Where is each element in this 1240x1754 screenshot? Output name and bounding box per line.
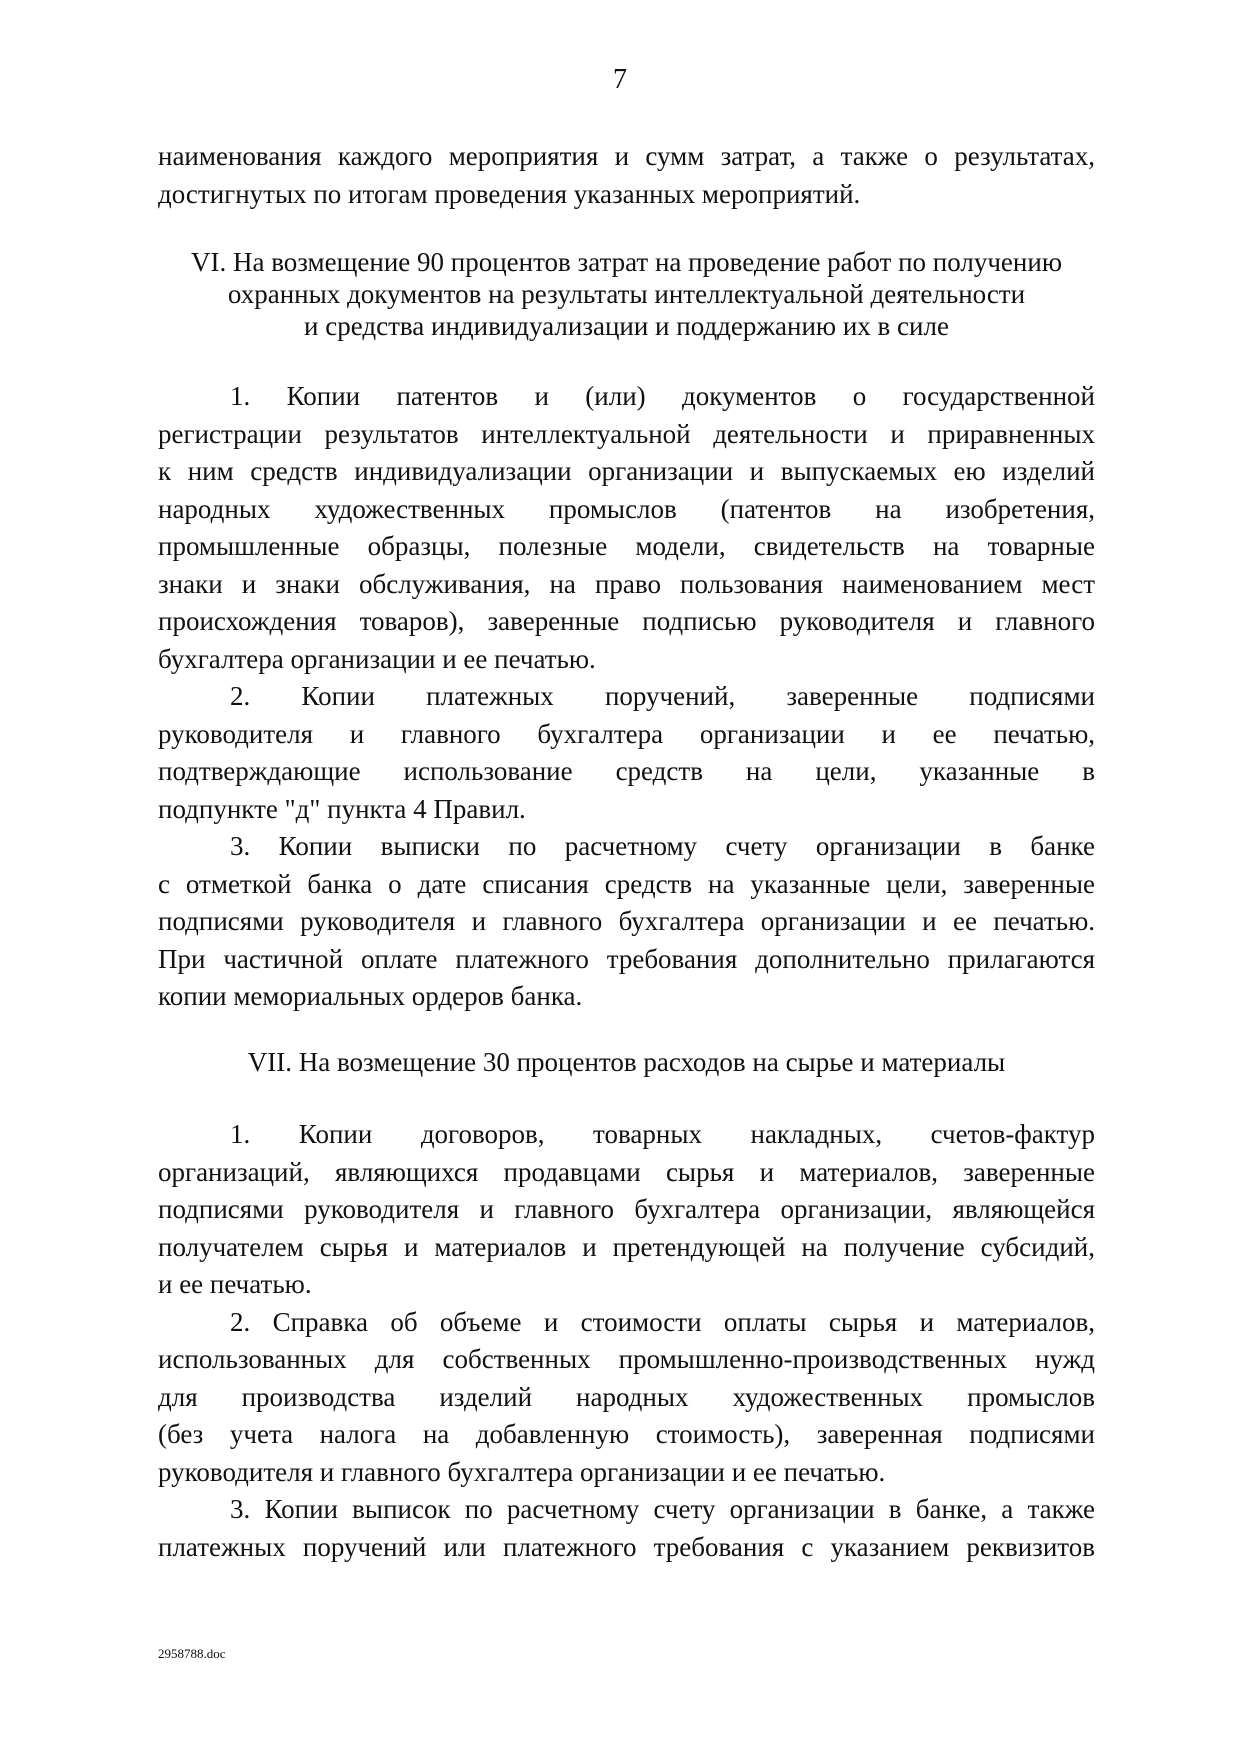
text-line: использованных для собственных промышленно-производственных нужд [158,1344,1095,1374]
page-number: 7 [613,64,627,95]
text-line: с отметкой банка о дате списания средств на указанные цели, заверенные [158,868,1095,899]
list-item [158,828,1095,1016]
text-line: руководителя и главного бухгалтера организации и ее печатью, [158,718,1095,749]
list-item [158,1304,1095,1492]
text-line: промышленные образцы, полезные модели, свидетельств на товарные [158,531,1095,561]
intro-paragraph [158,138,1095,213]
document-filename: 2958788.doc [158,1646,226,1661]
heading-line: VI. На возмещение 90 процентов затрат на проведение работ по получению [190,247,1062,277]
text-line: знаки и знаки обслуживания, на право пользования наименованием мест [158,568,1095,599]
text-line: платежных поручений или платежного требования с указанием реквизитов [158,1531,1095,1562]
text-line: руководителя и главного бухгалтера организации и ее печатью. [158,1456,886,1487]
text-line: 3. Копии выписок по расчетному счету организации в банке, а также [230,1494,1095,1524]
list-item [158,1491,1095,1566]
text-line: и ее печатью. [158,1269,312,1299]
text-line: получателем сырья и материалов и претендующей на получение субсидий, [158,1231,1095,1262]
text-line: народных художественных промыслов (патентов на изобретения, [158,493,1095,524]
text-line: регистрации результатов интеллектуальной деятельности и приравненных [158,418,1095,449]
list-item [158,678,1095,828]
text-line: (без учета налога на добавленную стоимость), заверенная подписями [158,1419,1095,1449]
text-line: 2. Копии платежных поручений, заверенные подписями [230,681,1095,711]
section-6-items [158,378,1095,1016]
text-line: наименования каждого мероприятия и сумм затрат, а также о результатах, [158,141,1095,171]
text-line: 3. Копии выписки по расчетному счету организации в банке [230,831,1095,861]
text-line: подтверждающие использование средств на цели, указанные в [158,756,1095,786]
text-line: При частичной оплате платежного требования дополнительно прилагаются [158,943,1095,974]
text-line: бухгалтера организации и ее печатью. [158,643,596,674]
section-6-heading [158,246,1095,342]
text-line: 1. Копии договоров, товарных накладных, счетов-фактур [230,1119,1095,1149]
text-line: к ним средств индивидуализации организации и выпускаемых ею изделий [158,456,1095,486]
section-7-heading [158,1046,1095,1078]
list-item [158,1116,1095,1304]
text-line: достигнутых по итогам проведения указанных мероприятий. [158,178,861,209]
heading-line: VII. На возмещение 30 процентов расходов на сырье и материалы [247,1047,1006,1077]
text-line: 1. Копии патентов и (или) документов о государственной [230,381,1095,411]
text-line: подписями руководителя и главного бухгалтера организации и ее печатью. [158,906,1095,936]
text-line: подпункте "д" пункта 4 Правил. [158,793,526,824]
text-line: копии мемориальных ордеров банка. [158,981,583,1011]
text-line: организаций, являющихся продавцами сырья и материалов, заверенные [158,1156,1095,1187]
text-line: происхождения товаров), заверенные подписью руководителя и главного [158,606,1095,636]
text-line: подписями руководителя и главного бухгалтера организации, являющейся [158,1194,1095,1224]
list-item [158,378,1095,678]
text-line: 2. Справка об объеме и стоимости оплаты сырья и материалов, [230,1306,1095,1337]
section-7-items [158,1116,1095,1566]
heading-line: и средства индивидуализации и поддержанию их в силе [304,311,949,341]
text-line: для производства изделий народных художественных промыслов [158,1381,1095,1412]
heading-line: охранных документов на результаты интеллектуальной деятельности [227,279,1026,309]
